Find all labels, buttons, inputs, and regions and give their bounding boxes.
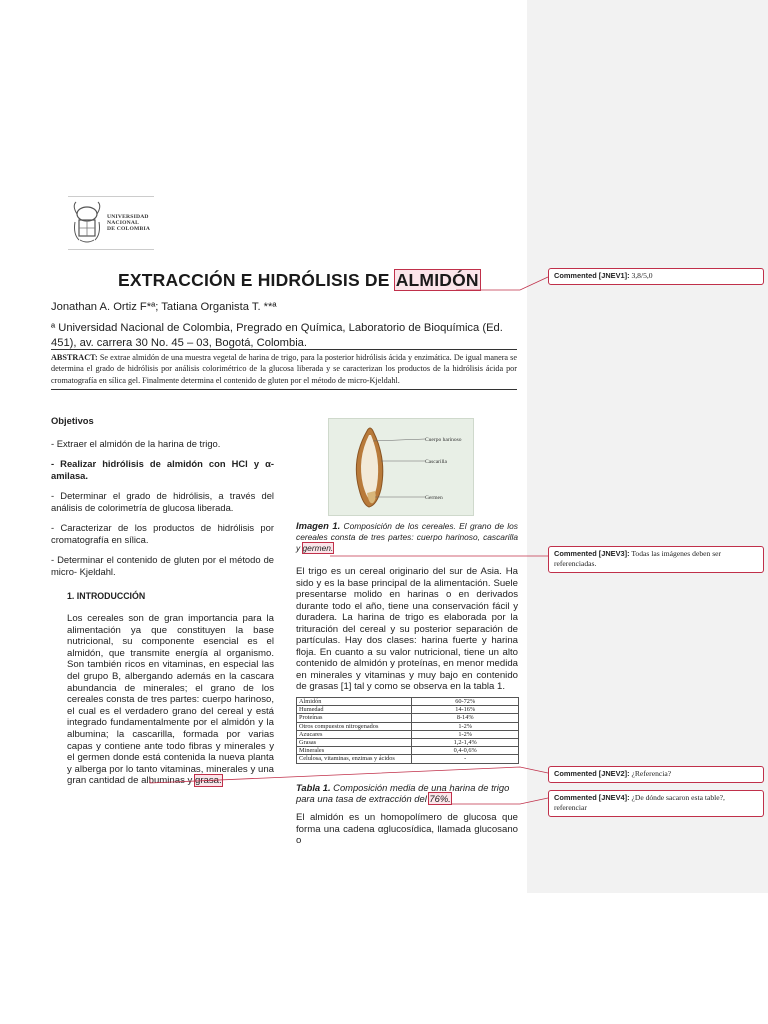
label-cascarilla: Cascarilla: [425, 459, 447, 465]
abstract: [51, 349, 517, 390]
objectives-heading: Objetivos: [51, 415, 94, 426]
university-logo: [68, 196, 154, 250]
left-column: [51, 415, 274, 787]
authors: Jonathan A. Ortiz F*ª; Tatiana Organista T. **ª: [51, 301, 277, 313]
label-germen: Germen: [425, 495, 443, 501]
university-seal-icon: [70, 200, 104, 246]
objective-item: - Caracterizar de los productos de hidrólisis por cromatografía en sílica.: [51, 522, 274, 545]
cereal-grain-figure: [328, 418, 474, 516]
table-row: Otros compuestos nitrogenados 1-2%: [297, 722, 519, 730]
document-title: EXTRACCIÓN E HIDRÓLISIS DE ALMIDÓN: [118, 270, 479, 290]
objective-item: - Extraer el almidón de la harina de trigo.: [51, 437, 221, 449]
label-cuerpo-harinoso: Cuerpo harinoso: [425, 437, 462, 443]
table-caption-highlight[interactable]: 76%.: [429, 793, 451, 805]
intro-paragraph: Los cereales son de gran importancia para la alimentación ya que constituyen la base nutricional, su componente esencial es el almidón, que transmite energía al organismo. Son también ricos en vitaminas, en especial las del grupo B, albergando además en la cascara abundancia de minerales; el grano de los cereales consta de tres partes: cuerpo harinoso, el cual es el verdadero grano del cereal y está integrado fundamentalmente por el almidón y la albumina; la cascarilla, formada por varias capas y contiene ante todo fibras y minerales y el germen donde está contenida la nueva planta y alberga por lo tanto vitaminas, minerales y una gran cantidad de albuminas y grasa.: [67, 613, 274, 787]
university-name: UNIVERSIDAD NACIONAL DE COLOMBIA: [107, 213, 151, 233]
comment-jnev2[interactable]: Commented [JNEV2]: ¿Referencia?: [548, 766, 764, 783]
table-row: Almidón 60-72%: [297, 698, 519, 706]
intro-highlight[interactable]: grasa.: [195, 775, 222, 787]
figure-caption: Imagen 1. Composición de los cereales. El grano de los cereales consta de tres partes: cuerpo harinoso, cascarilla y germen.: [296, 520, 518, 553]
intro-heading: 1. INTRODUCCIÓN: [67, 591, 146, 601]
table-row: Grasas 1,2-1,4%: [297, 739, 519, 747]
comment-jnev1[interactable]: Commented [JNEV1]: 3,8/5,0: [548, 268, 764, 285]
title-highlight[interactable]: ALMIDÓN: [395, 270, 479, 290]
almidon-paragraph: El almidón es un homopolímero de glucosa que forma una cadena αglucosídica, llamada glucosano o: [296, 812, 518, 847]
margin-pane-bottom: [527, 893, 768, 1024]
table-row: Humedad 14-16%: [297, 706, 519, 714]
comments-margin-pane: [527, 0, 768, 893]
objective-item: - Realizar hidrólisis de almidón con HCl y α-amilasa.: [51, 458, 274, 481]
objective-item: - Determinar el contenido de gluten por el método de micro- Kjeldahl.: [51, 554, 274, 577]
caption-highlight[interactable]: germen.: [302, 542, 334, 553]
table-caption: Tabla 1. Composición media de una harina de trigo para una tasa de extracción del 76%.: [296, 782, 510, 805]
objective-item: - Determinar el grado de hidrólisis, a través del análisis de colorimetría de glucosa liberada.: [51, 490, 274, 513]
composition-table: [296, 697, 519, 764]
table-row: Proteínas 8-14%: [297, 714, 519, 722]
table-row: Azucares 1-2%: [297, 730, 519, 738]
abstract-label: ABSTRACT:: [51, 353, 98, 362]
table-row: Celulosa, vitaminas, enzimas y ácidos -: [297, 755, 519, 763]
table-row: Minerales 0,4-0,6%: [297, 747, 519, 755]
comment-jnev4[interactable]: Commented [JNEV4]: ¿De dónde sacaron esta table?, referenciar: [548, 790, 764, 817]
right-column-paragraph: El trigo es un cereal originario del sur de Asia. Ha sido y es la base principal de la alimentación. Suele presentarse molido en harinas o en derivados durante todo el año, tiene una conservación fácil y duradera. La harina de trigo es elaborada por la trituración del cereal y su posterior separación de partículas. Hay dos clases: harina fuerte y harina floja. En cuanto a su valor nutricional, tiene un alto contenido de almidón y proteínas, en menor medida en minerales y vitaminas y muy bajo en contenido de grasas [1] tal y como se observa en la tabla 1.: [296, 566, 518, 692]
comment-jnev3[interactable]: Commented [JNEV3]: Todas las imágenes deben ser referenciadas.: [548, 546, 764, 573]
abstract-text: Se extrae almidón de una muestra vegetal de harina de trigo, para la posterior hidrólisis ácida y enzimática. De igual manera se determina el grado de hidrólisis por análisis colorimétrico de la glucosa liberada y se caracterizan los productos de la hidrólisis ácida por cromatografía en sílica gel. Finalmente determina el contenido de gluten por el método de micro-Kjeldahl.: [51, 353, 517, 385]
grain-illustration: [329, 419, 473, 515]
affiliation: ª Universidad Nacional de Colombia, Pregrado en Química, Laboratorio de Bioquímica (Ed. 451), av. carrera 30 No. 45 – 03, Bogotá, Colombia.: [51, 322, 503, 349]
